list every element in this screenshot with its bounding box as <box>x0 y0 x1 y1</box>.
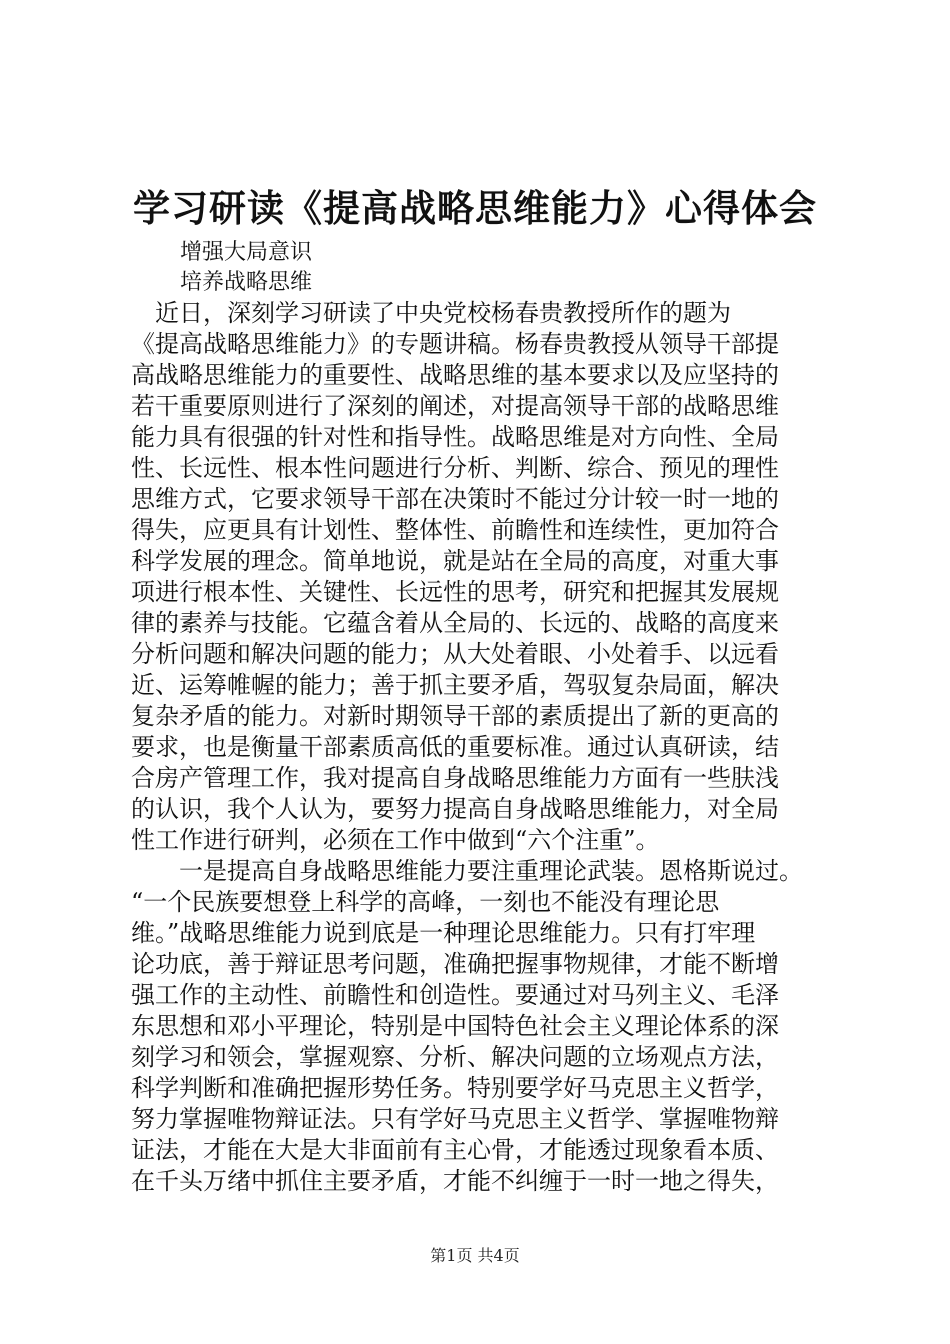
body-line: 复杂矛盾的能力。对新时期领导干部的素质提出了新的更高的 <box>131 702 779 730</box>
body-text <box>131 298 831 1197</box>
body-line: 分析问题和解决问题的能力；从大处着眼、小处着手、以远看 <box>131 640 779 668</box>
body-line: 维。”战略思维能力说到底是一种理论思维能力。只有打牢理 <box>131 919 756 947</box>
body-line: 科学判断和准确把握形势任务。特别要学好马克思主义哲学， <box>131 1074 779 1102</box>
body-line: 高战略思维能力的重要性、战略思维的基本要求以及应坚持的 <box>131 361 779 389</box>
body-line: 论功底，善于辩证思考问题，准确把握事物规律，才能不断增 <box>131 950 779 978</box>
subtitle-line: 培养战略思维 <box>180 270 313 295</box>
page-footer: 第1页 共4页 <box>430 1246 520 1265</box>
body-line: 得失，应更具有计划性、整体性、前瞻性和连续性，更加符合 <box>131 516 779 544</box>
body-line: 要求，也是衡量干部素质高低的重要标准。通过认真研读，结 <box>131 733 779 761</box>
body-line: 律的素养与技能。它蕴含着从全局的、长远的、战略的高度来 <box>131 609 779 637</box>
body-line: 能力具有很强的针对性和指导性。战略思维是对方向性、全局 <box>131 423 779 451</box>
body-line: 合房产管理工作，我对提高自身战略思维能力方面有一些肤浅 <box>131 764 779 792</box>
body-line: 东思想和邓小平理论，特别是中国特色社会主义理论体系的深 <box>131 1012 779 1040</box>
body-line: 近日，深刻学习研读了中央党校杨春贵教授所作的题为 <box>131 299 731 327</box>
subtitle-line: 增强大局意识 <box>180 240 313 265</box>
document-title: 学习研读《提高战略思维能力》心得体会 <box>133 186 817 230</box>
body-line: 若干重要原则进行了深刻的阐述，对提高领导干部的战略思维 <box>131 392 779 420</box>
body-line: 思维方式，它要求领导干部在决策时不能过分计较一时一地的 <box>131 485 779 513</box>
body-line: 努力掌握唯物辩证法。只有学好马克思主义哲学、掌握唯物辩 <box>131 1105 779 1133</box>
body-line: “一个民族要想登上科学的高峰，一刻也不能没有理论思 <box>131 888 720 916</box>
body-line: 科学发展的理念。简单地说，就是站在全局的高度，对重大事 <box>131 547 779 575</box>
body-line: 《提高战略思维能力》的专题讲稿。杨春贵教授从领导干部提 <box>131 330 779 358</box>
body-line: 刻学习和领会，掌握观察、分析、解决问题的立场观点方法， <box>131 1043 779 1071</box>
body-line: 一是提高自身战略思维能力要注重理论武装。恩格斯说过。 <box>131 857 803 885</box>
body-line: 项进行根本性、关键性、长远性的思考，研究和把握其发展规 <box>131 578 779 606</box>
body-line: 在千头万绪中抓住主要矛盾，才能不纠缠于一时一地之得失， <box>131 1167 779 1195</box>
body-line: 的认识，我个人认为，要努力提高自身战略思维能力，对全局 <box>131 795 779 823</box>
body-line: 强工作的主动性、前瞻性和创造性。要通过对马列主义、毛泽 <box>131 981 779 1009</box>
body-line: 证法，才能在大是大非面前有主心骨，才能透过现象看本质、 <box>131 1136 779 1164</box>
body-line: 性、长远性、根本性问题进行分析、判断、综合、预见的理性 <box>131 454 779 482</box>
body-line: 性工作进行研判，必须在工作中做到“六个注重”。 <box>131 826 660 854</box>
body-line: 近、运筹帷幄的能力；善于抓主要矛盾，驾驭复杂局面，解决 <box>131 671 779 699</box>
